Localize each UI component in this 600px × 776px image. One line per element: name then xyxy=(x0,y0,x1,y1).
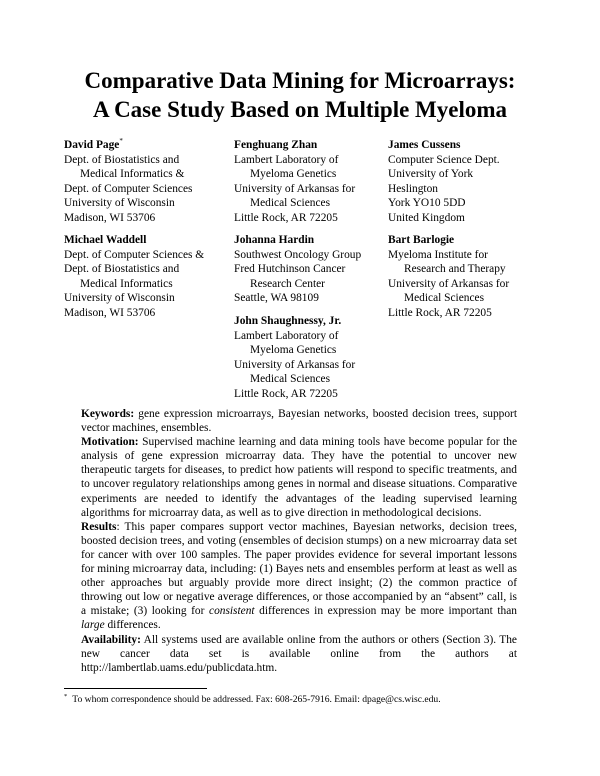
author-affiliation-line: Medical Sciences xyxy=(404,292,485,305)
results-text-part-1: : This paper compares support vector machines, Bayesian networks, decision trees, boosted decision trees, and voting (ensembles of decision stumps) on a new microarray data set for cancer with over 100 samples. The paper provides evidence for several important lessons for mining microarray data, including: (1) Bayes nets and ensembles perform at least as well as other approaches but arguably provide more direct insight; (2) the common practice of throwing out low or negative average differences, or those accompanied by an “absent” call, is a mistake; (3) looking for xyxy=(81,520,517,618)
author-affiliation-line: Madison, WI 53706 xyxy=(64,306,156,319)
author-name: Johanna Hardin xyxy=(234,234,315,246)
author-affiliation-line: Dept. of Computer Sciences xyxy=(64,182,193,195)
results-text-part-2: differences in expression may be more important than xyxy=(254,605,517,618)
author-affiliation-line: Seattle, WA 98109 xyxy=(234,292,319,305)
title-line-2: A Case Study Based on Multiple Myeloma xyxy=(92,97,508,122)
author-affiliation-line: Lambert Laboratory of xyxy=(234,329,339,342)
results-label: Results xyxy=(81,520,117,533)
author-affiliation-line: York YO10 5DD xyxy=(388,197,466,210)
author-block-fenghuang-zhan xyxy=(234,138,355,226)
motivation-paragraph xyxy=(81,435,517,520)
author-affiliation-line: Little Rock, AR 72205 xyxy=(234,387,338,400)
author-name: Bart Barlogie xyxy=(388,234,455,246)
author-name: James Cussens xyxy=(388,139,461,151)
author-affiliation-line: Myeloma Genetics xyxy=(250,344,337,357)
author-affiliation-line: Fred Hutchinson Cancer xyxy=(234,263,346,276)
keywords-label: Keywords: xyxy=(81,408,135,420)
author-affiliation-line: Research Center xyxy=(250,277,325,290)
author-name: Fenghuang Zhan xyxy=(234,139,318,151)
keywords-text: gene expression microarrays, Bayesian networks, boosted decision trees, support vector machines, ensembles. xyxy=(81,408,517,435)
author-block-james-cussens xyxy=(388,138,500,226)
footnote-text: To whom correspondence should be addressed. Fax: 608-265-7916. Email: dpage@cs.wisc.edu. xyxy=(72,694,441,705)
author-affiliation-line: Little Rock, AR 72205 xyxy=(234,211,338,224)
author-affiliation-line: University of Arkansas for xyxy=(388,277,510,290)
title-line-1: Comparative Data Mining for Microarrays: xyxy=(84,68,516,93)
author-affiliation-line: Medical Sciences xyxy=(250,197,331,210)
author-name: John Shaughnessy, Jr. xyxy=(234,315,342,327)
author-block-david-page xyxy=(64,138,192,226)
results-emphasis-large: large xyxy=(81,619,105,632)
author-affiliation-line: Southwest Oncology Group xyxy=(234,248,362,261)
author-affiliation-line: University of York xyxy=(388,168,474,181)
author-affiliation-line: Computer Science Dept. xyxy=(388,153,500,166)
footnote-divider xyxy=(64,688,207,689)
author-affiliation-line: University of Arkansas for xyxy=(234,358,356,371)
author-block-bart-barlogie xyxy=(388,233,509,321)
author-affiliation-line: Medical Informatics xyxy=(80,277,173,290)
author-block-michael-waddell xyxy=(64,233,204,321)
author-affiliation-line: United Kingdom xyxy=(388,211,465,224)
results-text-part-3: differences. xyxy=(104,619,161,632)
motivation-text: Supervised machine learning and data mining tools have become popular for the analysis of gene expression microarray data. They have the potential to uncover new therapeutic targets for diseases, to predict how patients will respond to specific treatments, and to uncover regulatory relationships among genes in normal and disease situations. Comparative experiments are needed to identify the advantages of the leading supervised learning algorithms for microarray data, as well as to give direction in methodological decisions. xyxy=(81,436,517,519)
availability-text: All systems used are available online from the authors or others (Section 3). The new cancer data set is available online from the authors at http://lambertlab.uams.edu/publicdata.htm. xyxy=(81,633,517,674)
author-block-john-shaughnessy xyxy=(234,314,355,402)
author-name: David Page xyxy=(64,139,120,151)
author-affiliation-line: Madison, WI 53706 xyxy=(64,211,156,224)
results-emphasis-consistent: consistent xyxy=(209,605,255,618)
availability-paragraph xyxy=(81,633,517,675)
availability-label: Availability: xyxy=(81,633,141,646)
abstract xyxy=(81,407,517,675)
author-affiliation-line: Dept. of Computer Sciences & xyxy=(64,248,205,261)
author-affiliation-line: University of Wisconsin xyxy=(64,292,175,305)
paper-title xyxy=(0,66,600,124)
author-affiliation-line: Medical Informatics & xyxy=(80,168,185,181)
results-paragraph xyxy=(81,520,517,633)
author-name: Michael Waddell xyxy=(64,234,147,246)
author-affiliation-line: Medical Sciences xyxy=(250,373,331,386)
author-affiliation-line: Little Rock, AR 72205 xyxy=(388,306,492,319)
author-affiliation-line: University of Arkansas for xyxy=(234,182,356,195)
footnote-mark: * xyxy=(119,137,123,146)
author-affiliation-line: Dept. of Biostatistics and xyxy=(64,153,180,166)
motivation-label: Motivation: xyxy=(81,436,139,449)
keywords-paragraph xyxy=(81,407,517,435)
author-affiliation-line: University of Wisconsin xyxy=(64,197,175,210)
author-affiliation-line: Myeloma Institute for xyxy=(388,248,488,261)
footnote xyxy=(64,694,544,706)
author-affiliation-line: Research and Therapy xyxy=(404,263,506,276)
author-affiliation-line: Dept. of Biostatistics and xyxy=(64,263,180,276)
footnote-mark: * xyxy=(64,692,68,700)
author-affiliation-line: Lambert Laboratory of xyxy=(234,153,339,166)
author-affiliation-line: Myeloma Genetics xyxy=(250,168,337,181)
author-block-johanna-hardin xyxy=(234,233,361,306)
author-affiliation-line: Heslington xyxy=(388,182,438,195)
